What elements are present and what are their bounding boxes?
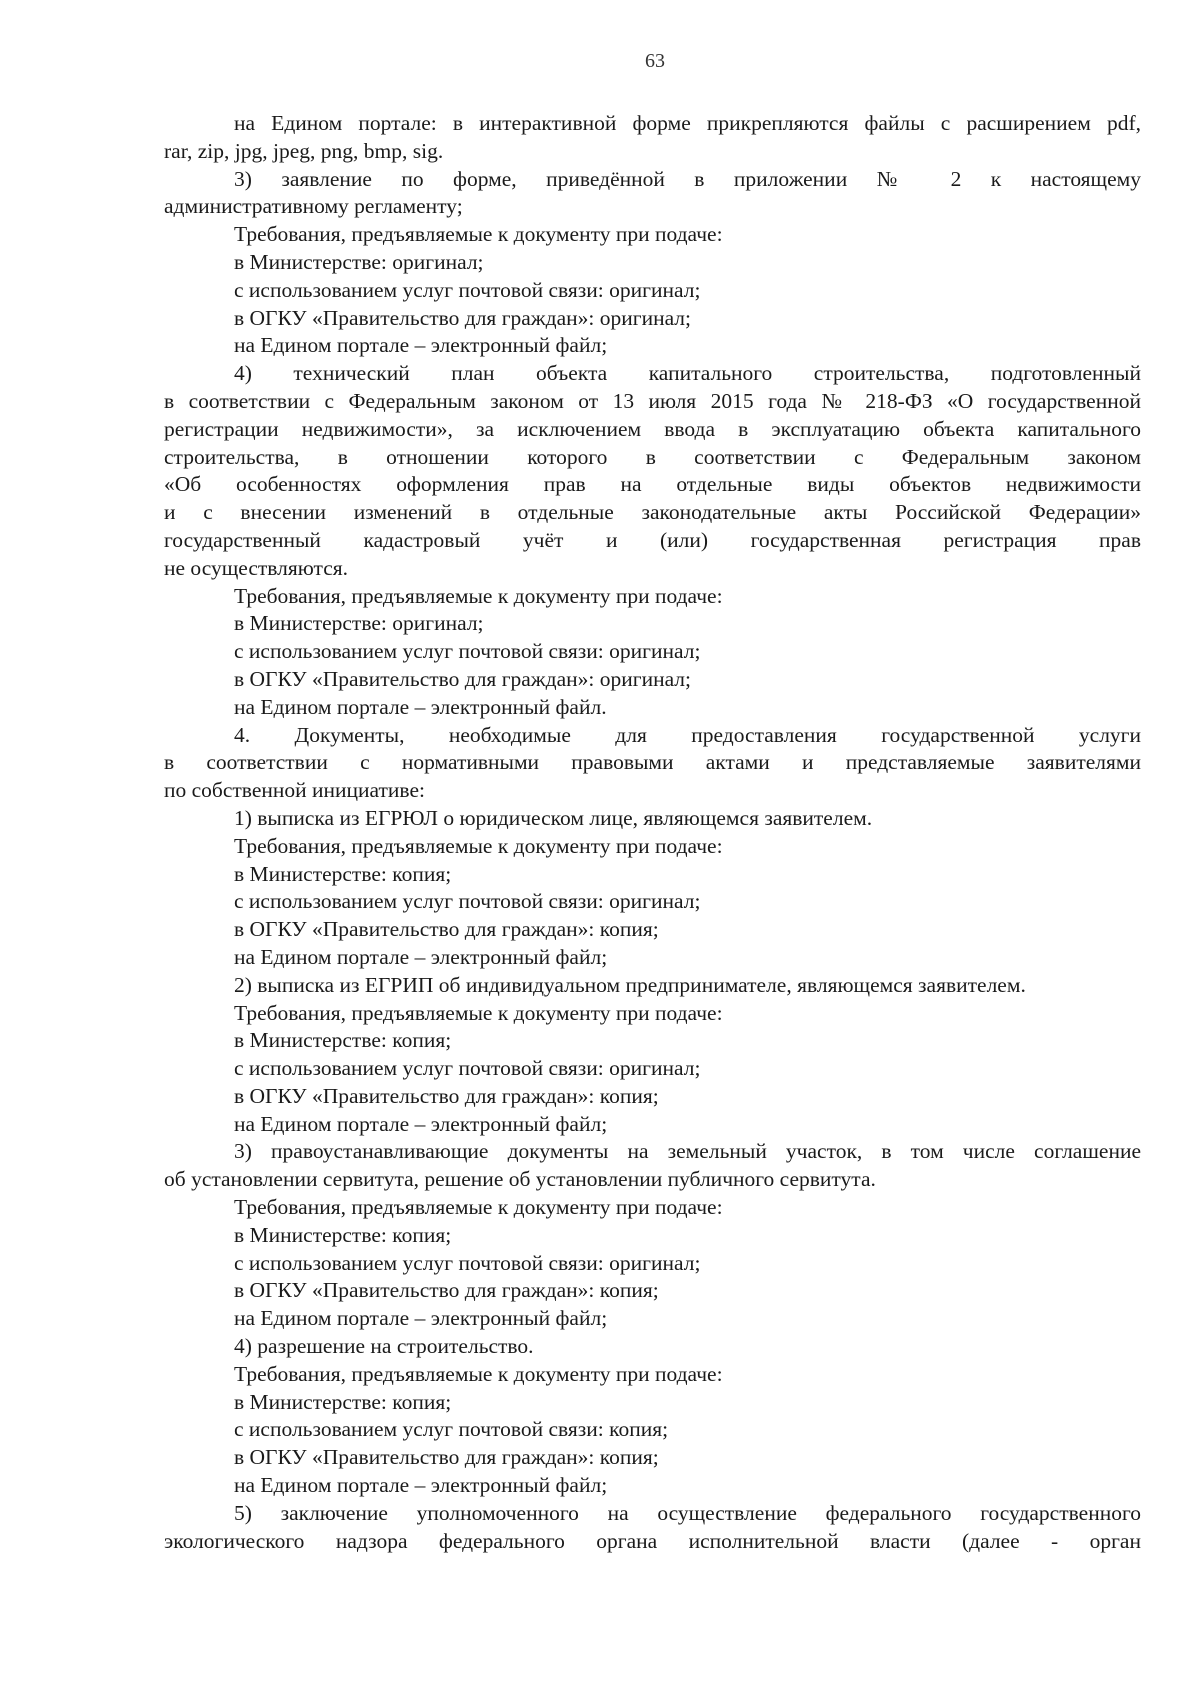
text-line: с использованием услуг почтовой связи: оригинал;: [234, 1250, 701, 1275]
text-line: в Министерстве: оригинал;: [234, 249, 484, 274]
text-line: на Едином портале – электронный файл;: [234, 1111, 608, 1136]
text-line: 4) разрешение на строительство.: [234, 1334, 534, 1359]
text-line: с использованием услуг почтовой связи: оригинал;: [234, 1056, 701, 1081]
text-line: на Едином портале: в интерактивной форме прикрепляются файлы с расширением pdf,: [234, 111, 1141, 135]
text-line: 3) правоустанавливающие документы на земельный участок, в том числе соглашение: [234, 1139, 1141, 1164]
text-line: в ОГКУ «Правительство для граждан»: копия;: [234, 1445, 659, 1470]
text-line: на Едином портале – электронный файл;: [234, 1473, 608, 1498]
text-line: 2) выписка из ЕГРИП об индивидуальном предпринимателе, являющемся заявителем.: [234, 972, 1026, 997]
text-line: в Министерстве: копия;: [234, 1389, 452, 1414]
text-line: с использованием услуг почтовой связи: оригинал;: [234, 639, 701, 664]
text-line: в Министерстве: копия;: [234, 1028, 452, 1053]
text-line: на Едином портале – электронный файл;: [234, 333, 608, 358]
text-line: государственный кадастровый учёт и (или) государственная регистрация прав: [164, 527, 1141, 552]
text-line: в Министерстве: копия;: [234, 1222, 452, 1247]
text-line: в Министерстве: оригинал;: [234, 611, 484, 636]
text-line: 3) заявление по форме, приведённой в приложении № 2 к настоящему: [234, 166, 1141, 191]
text-line: в ОГКУ «Правительство для граждан»: оригинал;: [234, 666, 692, 691]
text-line: с использованием услуг почтовой связи: копия;: [234, 1417, 669, 1442]
text-line: регистрации недвижимости», за исключением ввода в эксплуатацию объекта капитального: [164, 416, 1141, 441]
text-line: Требования, предъявляемые к документу при подаче:: [234, 1361, 723, 1386]
text-line: 4) технический план объекта капитального строительства, подготовленный: [234, 361, 1141, 386]
text-line: 1) выписка из ЕГРЮЛ о юридическом лице, являющемся заявителем.: [234, 805, 873, 830]
text-line: в соответствии с Федеральным законом от 13 июля 2015 года № 218-ФЗ «О государственной: [164, 388, 1141, 413]
text-line: в ОГКУ «Правительство для граждан»: копия;: [234, 1278, 659, 1303]
text-line: в ОГКУ «Правительство для граждан»: копия;: [234, 917, 659, 942]
text-line: в Министерстве: копия;: [234, 861, 452, 886]
text-line: в ОГКУ «Правительство для граждан»: копия;: [234, 1083, 659, 1108]
text-line: «Об особенностях оформления прав на отдельные виды объектов недвижимости: [164, 472, 1141, 497]
text-line: 4. Документы, необходимые для предоставления государственной услуги: [234, 722, 1141, 747]
text-line: на Едином портале – электронный файл;: [234, 1306, 608, 1331]
text-line: на Едином портале – электронный файл.: [234, 694, 607, 719]
text-line: по собственной инициативе:: [164, 778, 425, 803]
text-line: с использованием услуг почтовой связи: оригинал;: [234, 277, 701, 302]
text-line: экологического надзора федерального органа исполнительной власти (далее - орган: [164, 1528, 1141, 1553]
page-number: 63: [645, 50, 665, 72]
text-line: строительства, в отношении которого в соответствии с Федеральным законом: [164, 444, 1141, 469]
text-line: Требования, предъявляемые к документу при подаче:: [234, 583, 723, 608]
text-line: на Едином портале – электронный файл;: [234, 944, 608, 969]
text-line: rar, zip, jpg, jpeg, png, bmp, sig.: [164, 138, 444, 163]
text-line: не осуществляются.: [164, 555, 349, 580]
document-text: [164, 110, 1141, 1555]
text-line: Требования, предъявляемые к документу при подаче:: [234, 222, 723, 247]
text-line: в ОГКУ «Правительство для граждан»: оригинал;: [234, 305, 692, 330]
text-line: 5) заключение уполномоченного на осуществление федерального государственного: [234, 1500, 1141, 1525]
text-line: в соответствии с нормативными правовыми актами и представляемые заявителями: [164, 750, 1141, 775]
text-line: Требования, предъявляемые к документу при подаче:: [234, 833, 723, 858]
text-line: с использованием услуг почтовой связи: оригинал;: [234, 889, 701, 914]
text-line: и с внесении изменений в отдельные законодательные акты Российской Федерации»: [164, 500, 1141, 525]
text-line: Требования, предъявляемые к документу при подаче:: [234, 1000, 723, 1025]
text-line: об установлении сервитута, решение об установлении публичного сервитута.: [164, 1167, 876, 1192]
text-line: административному регламенту;: [164, 194, 463, 219]
text-line: Требования, предъявляемые к документу при подаче:: [234, 1195, 723, 1220]
